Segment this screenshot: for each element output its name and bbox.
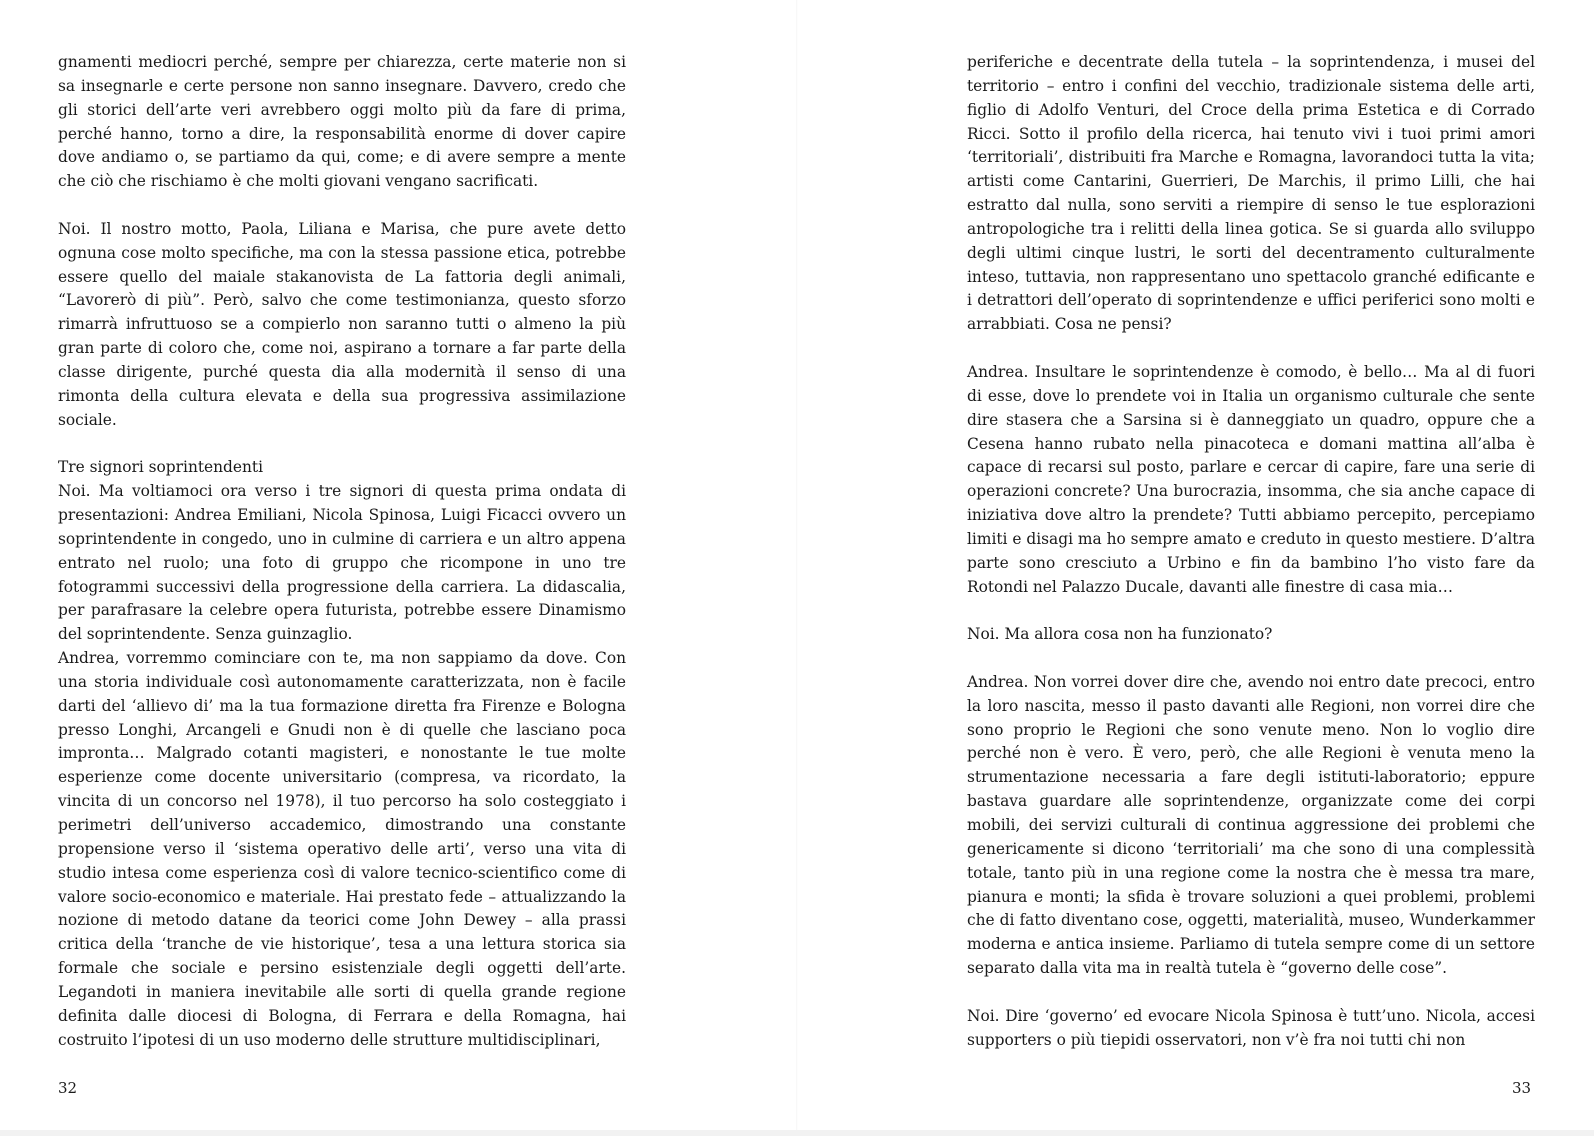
right-paragraph-4: Andrea. Non vorrei dover dire che, avendo noi entro date precoci, entro la loro nascita, messo il pasto davanti alle Regioni, non vorrei dire che sono proprio le Regioni che sono venute meno. Non lo voglio dire perché non è vero. È vero, però, che alle Regioni è venuta meno la strumentazione necessaria a fare degli istituti-laboratorio; eppure bastava guardare alle soprintendenze, organizzate come dei corpi mobili, dei servizi culturali di continua aggressione dei problemi che genericamente si dicono ‘territoriali’ ma che sono di una complessità totale, tanto più in una regione come la nostra che è messa tra mare, pianura e monti; la sfida è trovare soluzioni a quei problemi, problemi che di fatto diventano cose, oggetti, materialità, museo, Wunderkammer moderna e antica insieme. Parliamo di tutela sempre come di un settore separato dalla vita ma in realtà tutela è “governo delle cose”. xyxy=(967,672,1535,978)
right-page-number: 33 xyxy=(1512,1079,1532,1097)
left-page-text xyxy=(58,51,626,1052)
left-section-paragraph-1: Noi. Ma voltiamoci ora verso i tre signori di questa prima ondata di presentazioni: Andrea Emiliani, Nicola Spinosa, Luigi Ficacci ovvero un soprintendente in congedo, uno in culmine di carriera e un altro appena entrato nel ruolo; una foto di gruppo che ricompone in uno tre fotogrammi successivi della progressione della carriera. La didascalia, per parafrasare la celebre opera futurista, potrebbe essere Dinamismo del soprintendente. Senza guinzaglio. xyxy=(58,482,626,644)
left-paragraph-2: Noi. Il nostro motto, Paola, Liliana e Marisa, che pure avete detto ognuna cose molto specifiche, ma con la stessa passione etica, potrebbe essere quello del maiale stakanovista de La fattoria degli animali, “Lavorerò di più”. Però, salvo che come testimonianza, questo sforzo rimarrà infruttuoso se a compierlo non saranno tutti o almeno la più gran parte di coloro che, come noi, aspirano a tornare a far parte della classe dirigente, purché questa dia alla modernità il senso di una rimonta della cultura elevata e della sua progressiva assimilazione sociale. xyxy=(58,219,626,429)
section-heading: Tre signori soprintendenti xyxy=(58,458,264,477)
right-paragraph-3: Noi. Ma allora cosa non ha funzionato? xyxy=(967,625,1273,644)
left-paragraph-1: gnamenti mediocri perché, sempre per chiarezza, certe materie non si sa insegnarle e certe persone non sanno insegnare. Davvero, credo che gli storici dell’arte veri avrebbero oggi molto più da fare di prima, perché hanno, torno a dire, la responsabilità enorme di dover capire dove andiamo o, se partiamo da qui, come; e di avere sempre a mente che ciò che rischiamo è che molti giovani vengano sacrificati. xyxy=(58,53,626,191)
left-section-paragraph-2: Andrea, vorremmo cominciare con te, ma non sappiamo da dove. Con una storia individuale così autonomamente caratterizzata, non è facile darti del ‘allievo di’ ma la tua formazione diretta fra Firenze e Bologna presso Longhi, Arcangeli e Gnudi non è di quelle che lasciano poca impronta… Malgrado cotanti magisteri, e nonostante le tue molte esperienze come docente universitario (compresa, va ricordato, la vincita di un concorso nel 1978), il tuo percorso ha solo costeggiato i perimetri dell’universo accademico, dimostrando una constante propensione verso il ‘sistema operativo delle arti’, verso una vita di studio intesa come esperienza così di valore tecnico-scientifico come di valore socio-economico e materiale. Hai prestato fede – attualizzando la nozione di metodo datane da teorici come John Dewey – alla prassi critica della ‘tranche de vie historique’, tesa a una lettura storica sia formale che sociale e persino esistenziale degli oggetti dell’arte. Legandoti in maniera inevitabile alle sorti di quella grande regione definita dalle diocesi di Bologna, di Ferrara e della Romagna, hai costruito l’ipotesi di un uso moderno delle strutture multidisciplinari, xyxy=(58,649,626,1049)
right-paragraph-1: periferiche e decentrate della tutela – la soprintendenza, i musei del territorio – entro i confini del vecchio, tradizionale sistema delle arti, figlio di Adolfo Venturi, del Croce della prima Estetica e di Corrado Ricci. Sotto il profilo della ricerca, hai tenuto vivi i tuoi primi amori ‘territoriali’, distribuiti fra Marche e Romagna, lavorandoci tutta la vita; artisti come Cantarini, Guerrieri, De Marchis, il primo Lilli, che hai estratto dal nulla, sono serviti a riempire di senso le tue esplorazioni antropologiche tra i relitti della linea gotica. Se si guarda allo sviluppo degli ultimi cinque lustri, le sorti del decentramento culturalmente inteso, tuttavia, non rappresentano uno spettacolo granché edificante e i detrattori dell’operato di soprintendenze e uffici periferici sono molti e arrabbiati. Cosa ne pensi? xyxy=(967,53,1535,334)
page-bottom-edge xyxy=(0,1130,1594,1136)
right-paragraph-2: Andrea. Insultare le soprintendenze è comodo, è bello… Ma al di fuori di esse, dove lo prendete voi in Italia un organismo culturale che sente dire stasera che a Sarsina si è danneggiato un quadro, oppure che a Cesena hanno rubato nella pinacoteca e domani mattina all’alba è capace di recarsi sul posto, parlare e cercar di capire, fare una serie di operazioni concrete? Una burocrazia, insomma, che sia anche capace di iniziativa dove altro la prendete? Tutti abbiamo percepito, percepiamo limiti e disagi ma ho sempre amato e creduto in questo mestiere. D’altra parte sono cresciuto a Urbino e fin da bambino l’ho visto fare da Rotondi nel Palazzo Ducale, davanti alle finestre di casa mia… xyxy=(967,362,1535,596)
left-page-number: 32 xyxy=(58,1079,78,1097)
right-paragraph-5: Noi. Dire ‘governo’ ed evocare Nicola Spinosa è tutt’uno. Nicola, accesi supporters o più tiepidi osservatori, non v’è fra noi tutti chi non xyxy=(967,1006,1535,1049)
right-page-text xyxy=(967,51,1535,1052)
page-gutter xyxy=(796,0,798,1136)
